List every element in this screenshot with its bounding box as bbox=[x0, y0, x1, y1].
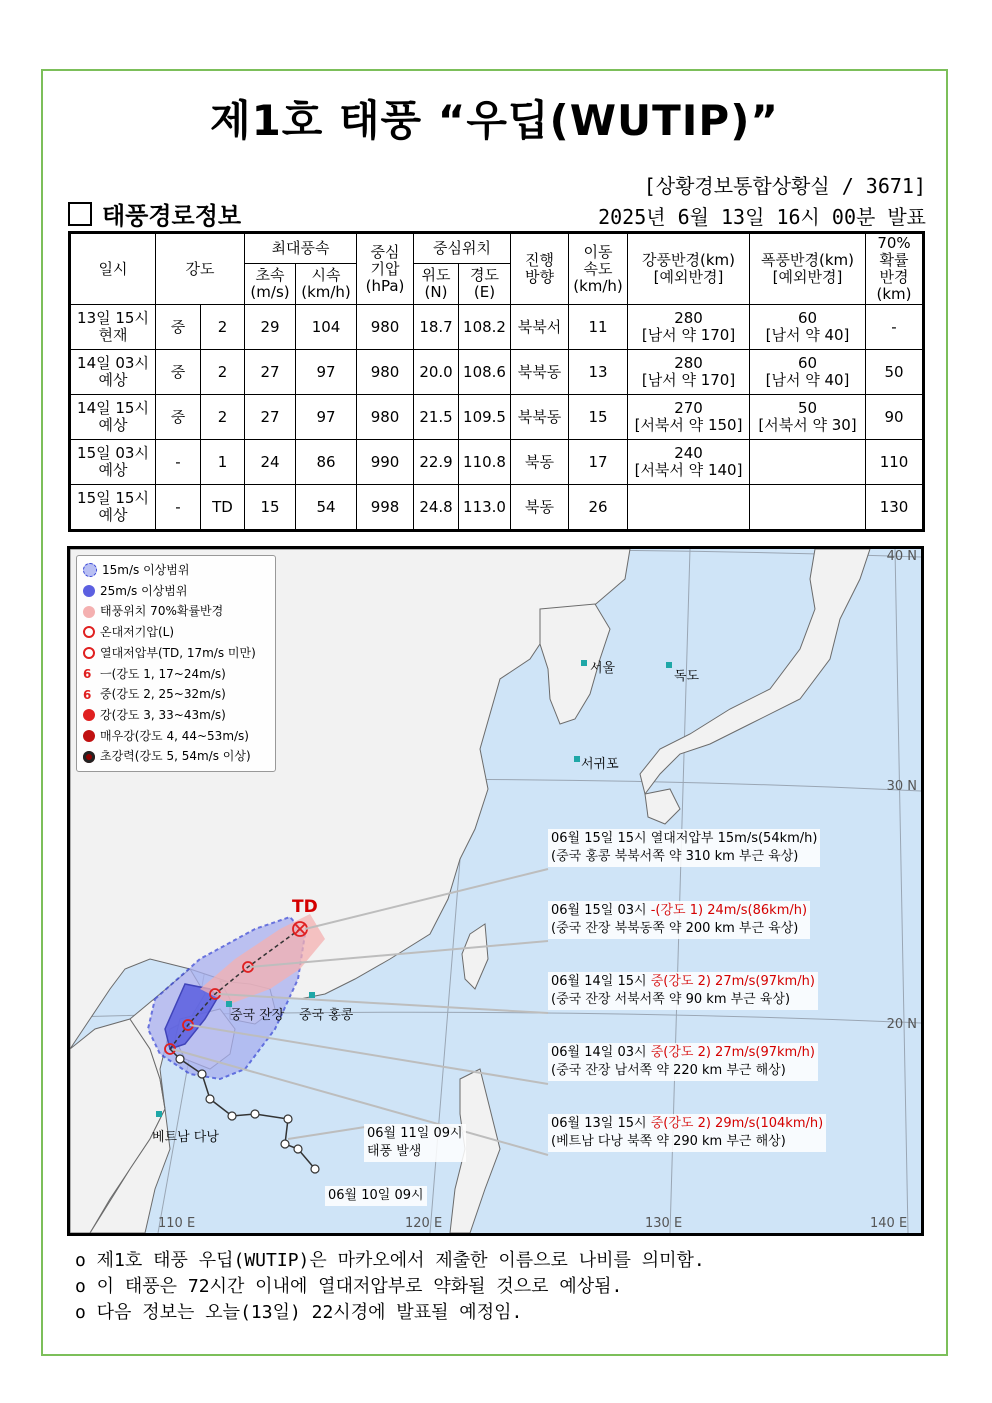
cell-lat: 24.8 bbox=[414, 485, 459, 531]
cell-class: 중 bbox=[156, 305, 201, 350]
cell-dir: 북북서 bbox=[511, 305, 569, 350]
label-20n: 20 N bbox=[886, 1017, 917, 1032]
cell-kmh: 54 bbox=[296, 485, 357, 531]
legend-item: 강(강도 3, 33~43m/s) bbox=[83, 705, 269, 726]
col-center: 중심위치 bbox=[414, 233, 511, 264]
past-point bbox=[251, 1110, 259, 1118]
start-label: 06월 10일 09시 bbox=[325, 1186, 427, 1206]
col-pressure: 중심 기압 (hPa) bbox=[357, 233, 414, 305]
legend-item: 6 중(강도 2, 25~32m/s) bbox=[83, 687, 226, 702]
map-legend bbox=[76, 555, 276, 772]
cell-lon: 113.0 bbox=[459, 485, 511, 531]
page-title: 제1호 태풍 “우딥(WUTIP)” bbox=[210, 96, 779, 145]
table-row bbox=[70, 485, 924, 531]
past-point bbox=[311, 1165, 319, 1173]
legend-item: 매우강(강도 4, 44~53m/s) bbox=[83, 726, 269, 747]
cell-strong: 240 [서북서 약 140] bbox=[628, 440, 750, 485]
col-ms: 초속 (m/s) bbox=[245, 264, 296, 305]
grade3-icon bbox=[83, 709, 95, 721]
legend-item: 열대저압부(TD, 17m/s 미만) bbox=[83, 643, 269, 664]
cell-speed: 15 bbox=[569, 395, 628, 440]
cell-lon: 110.8 bbox=[459, 440, 511, 485]
label-140e: 140 E bbox=[870, 1216, 908, 1231]
col-speed: 이동 속도 (km/h) bbox=[569, 233, 628, 305]
legend-item: 6 ㅡ(강도 1, 17~24m/s) bbox=[83, 666, 226, 681]
col-kmh: 시속 (km/h) bbox=[296, 264, 357, 305]
cell-class: - bbox=[156, 440, 201, 485]
legend-item: 초강력(강도 5, 54m/s 이상) bbox=[83, 746, 269, 767]
table-row bbox=[70, 440, 924, 485]
cell-kmh: 97 bbox=[296, 395, 357, 440]
cell-time: 14일 15시 예상 bbox=[70, 395, 156, 440]
cell-speed: 11 bbox=[569, 305, 628, 350]
cell-storm: 60 [남서 약 40] bbox=[750, 350, 866, 395]
cell-ms: 29 bbox=[245, 305, 296, 350]
table-header-row bbox=[70, 233, 924, 264]
cell-storm bbox=[750, 440, 866, 485]
track-map bbox=[67, 546, 924, 1236]
annotation-14d03: 06월 14일 03시 중(강도 2) 27m/s(97km/h) (중국 잔장 남서쪽 약 220 km 부근 해상) bbox=[548, 1043, 818, 1081]
hongkong-marker bbox=[309, 992, 315, 998]
td-label: TD bbox=[292, 897, 318, 917]
cell-speed: 17 bbox=[569, 440, 628, 485]
grade5-icon bbox=[83, 751, 95, 763]
cell-class: 중 bbox=[156, 395, 201, 440]
probability-swatch-icon bbox=[83, 606, 95, 618]
past-point bbox=[176, 1055, 184, 1063]
cell-prob: 130 bbox=[866, 485, 924, 531]
legend-item: 15m/s 이상범위 bbox=[83, 560, 269, 581]
checkbox-icon bbox=[68, 202, 92, 226]
table-row bbox=[70, 395, 924, 440]
cell-lat: 20.0 bbox=[414, 350, 459, 395]
grade1-icon: 6 bbox=[83, 666, 92, 681]
cell-hpa: 980 bbox=[357, 395, 414, 440]
table-row bbox=[70, 350, 924, 395]
annotation-15d15: 06월 15일 15시 열대저압부 15m/s(54km/h) (중국 홍콩 북북서쪽 약 310 km 부근 육상) bbox=[548, 829, 820, 867]
section-title-text: 태풍경로정보 bbox=[102, 202, 242, 230]
danang-marker bbox=[156, 1111, 162, 1117]
cell-hpa: 998 bbox=[357, 485, 414, 531]
note-line: o 이 태풍은 72시간 이내에 열대저압부로 약화될 것으로 예상됨. bbox=[75, 1276, 623, 1297]
cell-ms: 27 bbox=[245, 395, 296, 440]
cell-storm bbox=[750, 485, 866, 531]
place-zhanjiang: 중국 잔장 bbox=[230, 1008, 285, 1023]
cell-class: 중 bbox=[156, 350, 201, 395]
past-point bbox=[294, 1145, 302, 1153]
cell-time: 13일 15시 현재 bbox=[70, 305, 156, 350]
col-direction: 진행 방향 bbox=[511, 233, 569, 305]
cell-storm: 50 [서북서 약 30] bbox=[750, 395, 866, 440]
col-lon: 경도 (E) bbox=[459, 264, 511, 305]
label-110e: 110 E bbox=[158, 1216, 196, 1231]
cell-kmh: 97 bbox=[296, 350, 357, 395]
label-40n: 40 N bbox=[886, 549, 917, 564]
past-point bbox=[284, 1115, 292, 1123]
range15-swatch-icon bbox=[83, 563, 97, 577]
issue-datetime: 2025년 6월 13일 16시 00분 발표 bbox=[598, 205, 926, 229]
cell-prob: 90 bbox=[866, 395, 924, 440]
place-seogwipo: 서귀포 bbox=[581, 757, 619, 772]
cell-prob: 50 bbox=[866, 350, 924, 395]
past-point bbox=[281, 1140, 289, 1148]
label-30n: 30 N bbox=[886, 779, 917, 794]
grade4-icon bbox=[83, 730, 95, 742]
cell-lon: 109.5 bbox=[459, 395, 511, 440]
place-seoul: 서울 bbox=[590, 661, 616, 676]
annotation-13d15: 06월 13일 15시 중(강도 2) 29m/s(104km/h) (베트남 다낭 북쪽 약 290 km 부근 해상) bbox=[548, 1114, 826, 1152]
past-point bbox=[206, 1095, 214, 1103]
cell-grade: 1 bbox=[201, 440, 245, 485]
cell-dir: 북북동 bbox=[511, 350, 569, 395]
cell-lon: 108.2 bbox=[459, 305, 511, 350]
cell-grade: 2 bbox=[201, 350, 245, 395]
annotation-15d03: 06월 15일 03시 -(강도 1) 24m/s(86km/h) (중국 잔장 북북동쪽 약 200 km 부근 육상) bbox=[548, 901, 810, 939]
cell-time: 14일 03시 예상 bbox=[70, 350, 156, 395]
range25-swatch-icon bbox=[83, 585, 95, 597]
cell-speed: 26 bbox=[569, 485, 628, 531]
cell-storm: 60 [남서 약 40] bbox=[750, 305, 866, 350]
cell-hpa: 980 bbox=[357, 350, 414, 395]
extratropical-icon bbox=[83, 626, 95, 638]
label-120e: 120 E bbox=[405, 1216, 443, 1231]
cell-hpa: 990 bbox=[357, 440, 414, 485]
cell-grade: 2 bbox=[201, 305, 245, 350]
col-strong-wind-radius: 강풍반경(km) [예외반경] bbox=[628, 233, 750, 305]
note-line: o 다음 정보는 오늘(13일) 22시경에 발표될 예정임. bbox=[75, 1302, 523, 1323]
past-point bbox=[198, 1070, 206, 1078]
notes bbox=[75, 1248, 705, 1326]
cell-lat: 21.5 bbox=[414, 395, 459, 440]
legend-item: 온대저기압(L) bbox=[83, 622, 269, 643]
cell-ms: 15 bbox=[245, 485, 296, 531]
col-probability-radius: 70% 확률 반경 (km) bbox=[866, 233, 924, 305]
cell-speed: 13 bbox=[569, 350, 628, 395]
cell-dir: 북동 bbox=[511, 485, 569, 531]
place-danang: 베트남 다낭 bbox=[152, 1130, 219, 1145]
seogwipo-marker bbox=[574, 756, 580, 762]
legend-item: 25m/s 이상범위 bbox=[83, 581, 269, 602]
cell-dir: 북동 bbox=[511, 440, 569, 485]
past-point bbox=[228, 1112, 236, 1120]
cell-prob: 110 bbox=[866, 440, 924, 485]
cell-strong bbox=[628, 485, 750, 531]
cell-time: 15일 03시 예상 bbox=[70, 440, 156, 485]
note-line: o 제1호 태풍 우딥(WUTIP)은 마카오에서 제출한 이름으로 나비를 의미함. bbox=[75, 1250, 705, 1271]
cell-lon: 108.6 bbox=[459, 350, 511, 395]
td-icon bbox=[83, 647, 95, 659]
genesis-label: 06월 11일 09시 태풍 발생 bbox=[364, 1124, 466, 1162]
dokdo-marker bbox=[666, 662, 672, 668]
col-time: 일시 bbox=[70, 233, 156, 305]
cell-prob: - bbox=[866, 305, 924, 350]
place-dokdo: 독도 bbox=[674, 669, 700, 684]
issuing-office: [상황경보통합상황실 / 3671] bbox=[643, 174, 926, 198]
col-maxwind: 최대풍속 bbox=[245, 233, 357, 264]
legend-item: 태풍위치 70%확률반경 bbox=[83, 601, 269, 622]
label-130e: 130 E bbox=[645, 1216, 683, 1231]
annotation-14d15: 06월 14일 15시 중(강도 2) 27m/s(97km/h) (중국 잔장 서북서쪽 약 90 km 부근 육상) bbox=[548, 972, 818, 1010]
cell-ms: 24 bbox=[245, 440, 296, 485]
cell-ms: 27 bbox=[245, 350, 296, 395]
cell-strong: 270 [서북서 약 150] bbox=[628, 395, 750, 440]
cell-hpa: 980 bbox=[357, 305, 414, 350]
cell-strong: 280 [남서 약 170] bbox=[628, 305, 750, 350]
col-intensity: 강도 bbox=[156, 233, 245, 305]
grade2-icon: 6 bbox=[83, 687, 92, 702]
cell-strong: 280 [남서 약 170] bbox=[628, 350, 750, 395]
cell-grade: TD bbox=[201, 485, 245, 531]
cell-lat: 18.7 bbox=[414, 305, 459, 350]
track-table bbox=[68, 231, 925, 532]
cell-dir: 북북동 bbox=[511, 395, 569, 440]
place-hongkong: 중국 홍콩 bbox=[299, 1008, 354, 1023]
cell-time: 15일 15시 예상 bbox=[70, 485, 156, 531]
cell-lat: 22.9 bbox=[414, 440, 459, 485]
cell-kmh: 86 bbox=[296, 440, 357, 485]
cell-kmh: 104 bbox=[296, 305, 357, 350]
seoul-marker bbox=[581, 660, 587, 666]
table-row bbox=[70, 305, 924, 350]
cell-class: - bbox=[156, 485, 201, 531]
col-lat: 위도 (N) bbox=[414, 264, 459, 305]
section-title bbox=[68, 196, 241, 231]
col-storm-radius: 폭풍반경(km) [예외반경] bbox=[750, 233, 866, 305]
cell-grade: 2 bbox=[201, 395, 245, 440]
